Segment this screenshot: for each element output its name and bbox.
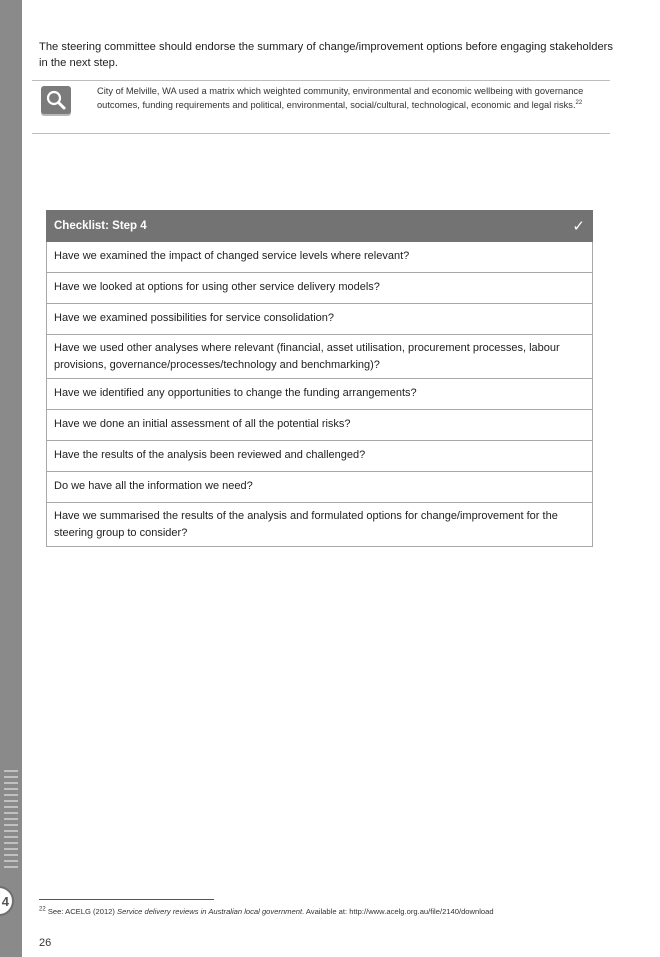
checklist-item: Have we examined possibilities for service consolidation? <box>46 304 593 335</box>
checklist-item: Have we looked at options for using other service delivery models? <box>46 273 593 304</box>
checklist-item: Do we have all the information we need? <box>46 472 593 503</box>
footnote-suffix: . Available at: http://www.acelg.org.au/file/2140/download <box>302 907 494 916</box>
side-tab-vertical-label <box>4 770 18 870</box>
checkmark-icon: ✓ <box>572 218 585 235</box>
side-tab-strip <box>0 0 22 957</box>
checklist-item: Have we examined the impact of changed service levels where relevant? <box>46 242 593 273</box>
checklist-item: Have we used other analyses where relevant (financial, asset utilisation, procurement processes, labour provisions, governance/processes/technology and benchmarking)? <box>46 335 593 379</box>
checklist-title: Checklist: Step 4 <box>54 220 147 232</box>
magnifier-icon <box>41 86 71 114</box>
footnote <box>39 907 629 917</box>
footnote-prefix: See: ACELG (2012) <box>47 907 118 916</box>
page-number: 26 <box>39 937 52 949</box>
checklist-item: Have we identified any opportunities to change the funding arrangements? <box>46 379 593 410</box>
checklist-item: Have the results of the analysis been reviewed and challenged? <box>46 441 593 472</box>
step-number-badge <box>0 886 14 916</box>
footnote-reference: 22 <box>575 99 583 106</box>
footnote-divider <box>39 899 214 900</box>
checklist-table <box>46 210 593 547</box>
callout-body: City of Melville, WA used a matrix which weighted community, environmental and economic wellbeing with governance outcomes, funding requirements and political, environmental, social/cultural, technological, economic and legal risks. <box>97 86 584 110</box>
checklist-item: Have we done an initial assessment of all the potential risks? <box>46 410 593 441</box>
footnote-title: Service delivery reviews in Australian local government <box>117 907 303 916</box>
case-study-callout <box>32 80 610 134</box>
intro-paragraph: The steering committee should endorse the summary of change/improvement options before engaging stakeholders in the next step. <box>39 41 613 69</box>
checklist-item: Have we summarised the results of the analysis and formulated options for change/improvement for the steering group to consider? <box>46 503 593 547</box>
callout-text <box>97 85 607 112</box>
footnote-number: 22 <box>39 906 46 913</box>
checklist-header <box>46 210 593 242</box>
step-number: 4 <box>1 893 9 909</box>
